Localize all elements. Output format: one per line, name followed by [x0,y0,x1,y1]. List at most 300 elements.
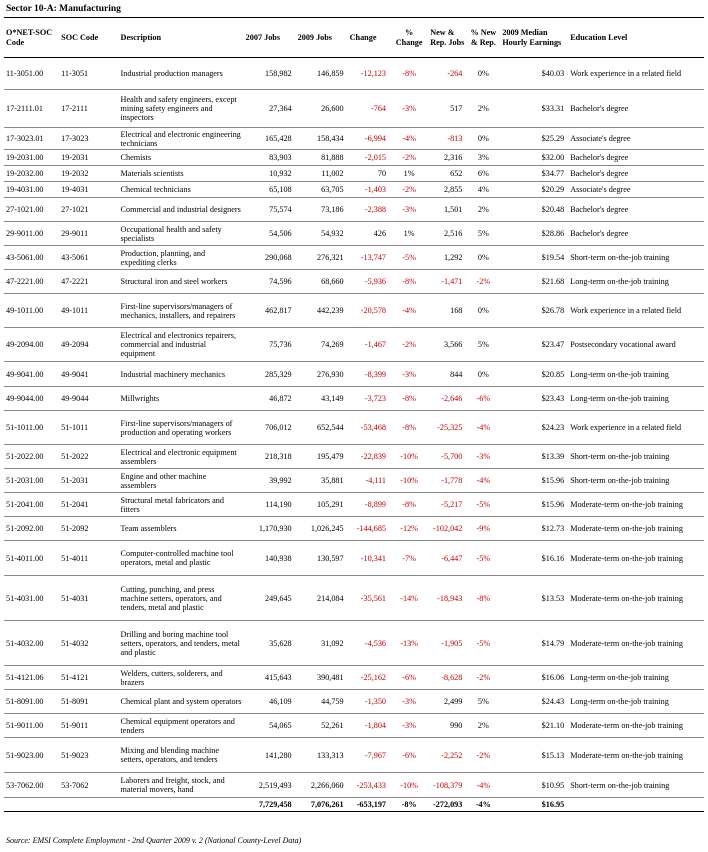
cell-2007-jobs: 54,065 [269,721,292,730]
cell-pct-new-rep: -5% [476,638,491,648]
cell-soc-code: 51-4121 [61,673,89,682]
cell-median-earnings: $15.96 [541,476,565,485]
cell-education-level: Work experience in a related field [570,306,682,315]
cell-pct-new-rep: 2% [477,104,489,113]
cell-change: -20,578 [360,306,387,315]
cell-onet-code: 51-4032.00 [6,638,44,648]
cell-pct-change: 1% [403,169,415,178]
table-row [4,576,704,621]
cell-new-rep-jobs: -25,325 [437,423,463,432]
header-2009-jobs: 2009 Jobs [297,32,332,42]
cell-median-earnings: $32.00 [541,153,565,162]
cell-education-level: Work experience in a related field [570,423,682,432]
cell-new-rep-jobs: -813 [447,134,463,143]
cell-pct-change: 1% [403,229,415,238]
cell-pct-change: -8% [402,394,416,403]
cell-soc-code: 51-4032 [61,638,89,648]
cell-education-level: Bachelor's degree [570,229,629,238]
cell-median-earnings: $15.13 [541,750,565,760]
cell-description: Team assemblers [120,524,177,533]
cell-2009-jobs: 81,888 [321,153,344,162]
cell-change: -8,899 [364,500,387,509]
cell-2007-jobs: 140,938 [265,553,292,563]
cell-pct-change: -3% [402,697,416,706]
cell-change: -53,468 [360,423,387,432]
cell-soc-code: 17-2111 [61,104,88,113]
cell-education-level: Short-term on-the-job training [570,452,670,461]
cell-description: Electrical and electronics repairers, commercial and industrial equipment [120,331,236,358]
cell-2009-jobs: 35,881 [321,476,344,485]
cell-onet-code: 19-4031.00 [6,185,44,194]
cell-onet-code: 17-3023.01 [6,134,44,143]
cell-new-rep-jobs: -108,379 [433,780,463,790]
table-row [4,198,704,222]
cell-description: Structural iron and steel workers [120,277,228,286]
cell-description: Occupational health and safety specialists [120,224,222,243]
cell-onet-code: 29-9011.00 [6,229,44,238]
table-row [4,166,704,182]
cell-2007-jobs: 65,108 [269,185,292,194]
cell-pct-change: -5% [402,253,416,262]
cell-onet-code: 17-2111.01 [6,104,43,113]
cell-soc-code: 49-2094 [61,340,89,349]
cell-change: -1,350 [364,697,387,706]
table-row [4,445,704,469]
cell-2007-jobs: 2,519,493 [258,780,292,790]
cell-soc-code: 53-7062 [61,780,89,790]
cell-median-earnings: $24.23 [541,423,565,432]
cell-onet-code: 19-2031.00 [6,153,44,162]
cell-pct-change: -14% [400,593,418,603]
cell-new-rep-jobs: 844 [450,369,463,379]
cell-2009-jobs: 73,186 [321,205,344,214]
cell-change: -1,403 [364,185,387,194]
cell-new-rep-jobs: -2,252 [441,750,463,760]
cell-description: Millwrights [120,394,160,403]
cell-median-earnings: $15.96 [541,500,565,509]
cell-pct-new-rep: -5% [476,500,491,509]
cell-pct-new-rep: 0% [477,306,489,315]
cell-soc-code: 27-1021 [61,205,89,214]
cell-soc-code: 49-1011 [61,306,89,315]
cell-onet-code: 27-1021.00 [6,205,44,214]
cell-2007-jobs: 35,628 [269,638,292,648]
table-row [4,517,704,541]
cell-2007-jobs: 46,109 [269,697,292,706]
cell-description: Engine and other machine assemblers [120,471,207,490]
header-2007-jobs: 2007 Jobs [245,32,281,42]
cell-change: -8,399 [364,369,387,379]
total-chg: -653,197 [356,800,387,809]
cell-2009-jobs: 195,479 [317,452,344,461]
cell-median-earnings: $19.54 [541,253,565,262]
cell-median-earnings: $23.47 [541,340,565,349]
table-row [4,738,704,773]
total-j07: 7,729,458 [258,800,292,809]
cell-2009-jobs: 31,092 [321,638,344,648]
cell-education-level: Associate's degree [570,185,631,194]
cell-2007-jobs: 75,574 [269,205,292,214]
cell-change: -7,967 [364,750,387,760]
cell-new-rep-jobs: 2,499 [443,697,463,706]
header-onet: O*NET-SOC Code [6,28,53,47]
cell-pct-change: -6% [402,750,416,760]
cell-new-rep-jobs: -5,700 [441,452,463,461]
cell-2007-jobs: 706,012 [265,423,292,432]
cell-2009-jobs: 146,859 [317,69,344,78]
total-empty-cell [59,798,118,812]
cell-median-earnings: $20.85 [541,369,565,379]
cell-2007-jobs: 75,736 [269,340,292,349]
cell-change: -144,685 [356,524,387,533]
cell-pct-new-rep: -2% [476,750,491,760]
header-description: Description [120,32,162,42]
cell-onet-code: 49-9044.00 [6,394,44,403]
total-empty-cell [4,798,59,812]
cell-description: Mixing and blending machine setters, operators, and tenders [120,746,219,764]
cell-education-level: Long-term on-the-job training [570,673,669,682]
cell-median-earnings: $16.06 [541,673,565,682]
cell-soc-code: 51-2041 [61,500,89,509]
cell-2007-jobs: 158,982 [265,69,292,78]
table-row [4,128,704,150]
cell-onet-code: 51-2022.00 [6,452,44,461]
cell-2007-jobs: 39,992 [269,476,292,485]
cell-description: Industrial machinery mechanics [120,369,226,379]
table-row [4,90,704,128]
cell-change: -764 [371,104,387,113]
cell-onet-code: 19-2032.00 [6,169,44,178]
cell-description: Chemical equipment operators and tenders [120,716,235,735]
cell-onet-code: 51-4121.06 [6,673,44,682]
cell-pct-new-rep: 6% [477,169,489,178]
cell-new-rep-jobs: 990 [450,721,463,730]
cell-median-earnings: $12.73 [541,524,565,533]
cell-2009-jobs: 68,660 [321,277,344,286]
cell-2009-jobs: 74,269 [321,340,344,349]
table-row [4,222,704,246]
cell-education-level: Short-term on-the-job training [570,476,670,485]
cell-2007-jobs: 218,318 [265,452,292,461]
cell-onet-code: 47-2221.00 [6,277,44,286]
table-row [4,182,704,198]
cell-soc-code: 43-5061 [61,253,89,262]
cell-pct-change: -6% [402,673,416,682]
cell-pct-new-rep: -4% [476,476,491,485]
cell-2007-jobs: 74,596 [269,277,292,286]
cell-pct-change: -3% [402,205,416,214]
cell-2007-jobs: 249,645 [265,593,292,603]
cell-2007-jobs: 165,428 [265,134,292,143]
cell-description: Production, planning, and expediting clerks [120,248,206,267]
total-pnr: -4% [475,800,491,809]
cell-change: -4,111 [365,476,387,485]
cell-change: -13,747 [360,253,387,262]
cell-onet-code: 51-4031.00 [6,593,44,603]
total-empty-cell [119,798,244,812]
cell-soc-code: 29-9011 [61,229,89,238]
table-header [4,18,704,58]
cell-2007-jobs: 114,190 [265,500,292,509]
cell-median-earnings: $13.53 [541,593,565,603]
cell-pct-new-rep: 0% [477,369,489,379]
cell-education-level: Bachelor's degree [570,205,629,214]
totals-row [4,798,704,812]
cell-change: -253,433 [356,780,387,790]
cell-new-rep-jobs: -5,217 [441,500,463,509]
table-row [4,469,704,493]
cell-median-earnings: $10.95 [541,780,565,790]
cell-2007-jobs: 27,364 [269,104,292,113]
cell-2009-jobs: 43,149 [321,394,344,403]
cell-pct-change: -2% [402,153,416,162]
cell-new-rep-jobs: -8,628 [441,673,463,682]
cell-new-rep-jobs: -1,471 [441,277,463,286]
cell-2009-jobs: 54,932 [321,229,344,238]
cell-pct-change: -8% [402,500,416,509]
header-new-rep-jobs: New & Rep. Jobs [430,28,465,47]
total-empty-cell [568,798,704,812]
cell-change: 426 [373,229,387,238]
cell-description: Drilling and boring machine tool setters, operators, and tenders, metal and plastic [120,629,240,657]
cell-median-earnings: $20.48 [541,205,565,214]
cell-2009-jobs: 2,266,060 [310,780,344,790]
cell-new-rep-jobs: 652 [450,169,463,178]
cell-onet-code: 49-2094.00 [6,340,44,349]
cell-description: Health and safety engineers, except mining safety engineers and inspectors [120,95,237,122]
cell-pct-change: -10% [400,476,418,485]
cell-soc-code: 51-1011 [61,423,89,432]
cell-education-level: Short-term on-the-job training [570,253,670,262]
cell-new-rep-jobs: 1,292 [443,253,463,262]
cell-onet-code: 51-4011.00 [6,553,44,563]
cell-2007-jobs: 83,903 [269,153,292,162]
cell-2009-jobs: 158,434 [317,134,344,143]
cell-onet-code: 51-1011.00 [6,423,44,432]
cell-pct-new-rep: 0% [477,253,489,262]
cell-soc-code: 49-9044 [61,394,89,403]
sector-title: Sector 10-A: Manufacturing [6,4,121,14]
cell-onet-code: 51-2041.00 [6,500,44,509]
cell-description: Cutting, punching, and press machine setters, operators, and tenders, metal and plastic [120,584,222,612]
cell-2009-jobs: 63,705 [321,185,344,194]
table-row [4,666,704,690]
cell-pct-change: -3% [402,721,416,730]
table-row [4,411,704,445]
cell-education-level: Moderate-term on-the-job training [570,721,683,730]
cell-change: -2,015 [364,153,387,162]
cell-change: -1,804 [364,721,387,730]
cell-median-earnings: $23.43 [541,394,565,403]
cell-change: -25,162 [360,673,387,682]
cell-median-earnings: $40.03 [541,69,565,78]
header-soc: SOC Code [61,32,99,42]
cell-median-earnings: $28.86 [541,229,565,238]
cell-soc-code: 51-9023 [61,750,89,760]
cell-new-rep-jobs: 1,501 [443,205,463,214]
cell-description: Electrical and electronic equipment assemblers [120,447,237,466]
cell-2009-jobs: 442,239 [317,306,344,315]
cell-2009-jobs: 390,481 [317,673,344,682]
cell-pct-new-rep: -6% [476,394,491,403]
cell-2009-jobs: 130,597 [317,553,344,563]
cell-soc-code: 51-4031 [61,593,89,603]
cell-education-level: Bachelor's degree [570,104,629,113]
cell-soc-code: 51-4011 [61,553,89,563]
cell-pct-change: -12% [400,524,418,533]
table-row [4,621,704,666]
cell-new-rep-jobs: 168 [450,306,463,315]
cell-pct-new-rep: -2% [476,673,491,682]
cell-description: Electrical and electronic engineering technicians [120,129,241,148]
cell-median-earnings: $14.79 [541,638,565,648]
cell-soc-code: 19-2031 [61,153,89,162]
cell-2009-jobs: 26,600 [321,104,344,113]
cell-change: -2,388 [364,205,387,214]
cell-new-rep-jobs: 2,855 [443,185,463,194]
cell-education-level: Work experience in a related field [570,69,682,78]
cell-median-earnings: $24.43 [541,697,565,706]
cell-onet-code: 51-9023.00 [6,750,44,760]
cell-soc-code: 49-9041 [61,369,89,379]
cell-pct-change: -4% [402,134,416,143]
cell-onet-code: 51-2092.00 [6,524,44,533]
cell-median-earnings: $25.29 [541,134,565,143]
cell-2009-jobs: 276,930 [317,369,344,379]
cell-pct-change: -13% [400,638,418,648]
cell-soc-code: 17-3023 [61,134,89,143]
cell-new-rep-jobs: 3,566 [443,340,463,349]
cell-onet-code: 53-7062.00 [6,780,44,790]
cell-description: First-line supervisors/managers of mechanics, installers, and repairers [120,301,236,320]
cell-description: First-line supervisors/managers of production and operating workers [120,418,233,437]
cell-pct-change: -8% [402,69,416,78]
cell-soc-code: 19-4031 [61,185,89,194]
table-row [4,387,704,411]
cell-soc-code: 11-3051 [61,69,89,78]
cell-education-level: Short-term on-the-job training [570,780,670,790]
cell-pct-change: -10% [400,452,418,461]
table-row [4,690,704,714]
table-row [4,246,704,270]
cell-soc-code: 51-8091 [61,697,89,706]
cell-education-level: Moderate-term on-the-job training [570,750,683,760]
cell-onet-code: 43-5061.00 [6,253,44,262]
cell-education-level: Long-term on-the-job training [570,697,669,706]
cell-soc-code: 51-2022 [61,452,89,461]
cell-2007-jobs: 1,170,930 [258,524,292,533]
cell-description: Chemical technicians [120,185,191,194]
cell-pct-new-rep: 5% [477,697,489,706]
cell-pct-new-rep: 3% [477,153,489,162]
cell-median-earnings: $21.68 [541,277,565,286]
cell-pct-change: -4% [402,306,416,315]
cell-median-earnings: $33.31 [541,104,565,113]
cell-2007-jobs: 462,817 [265,306,292,315]
cell-pct-new-rep: -2% [476,277,491,286]
cell-education-level: Moderate-term on-the-job training [570,638,683,648]
table-row [4,773,704,798]
cell-education-level: Moderate-term on-the-job training [570,524,683,533]
cell-median-earnings: $21.10 [541,721,565,730]
header-median-earnings: 2009 Median Hourly Earnings [502,28,562,47]
cell-pct-change: -10% [400,780,418,790]
total-pct: -8% [401,800,417,809]
cell-soc-code: 51-9011 [61,721,89,730]
cell-education-level: Long-term on-the-job training [570,394,669,403]
cell-pct-new-rep: 4% [477,185,489,194]
cell-pct-new-rep: 2% [477,721,489,730]
cell-2009-jobs: 11,002 [321,169,344,178]
cell-new-rep-jobs: -102,042 [433,524,463,533]
cell-pct-new-rep: -8% [476,593,491,603]
cell-new-rep-jobs: -6,447 [441,553,463,563]
cell-change: -10,341 [360,553,387,563]
cell-new-rep-jobs: -1,905 [441,638,463,648]
cell-pct-new-rep: 5% [477,229,489,238]
cell-description: Commercial and industrial designers [120,205,241,214]
table-row [4,493,704,517]
table-row [4,714,704,738]
cell-2007-jobs: 415,643 [265,673,292,682]
cell-2007-jobs: 141,280 [265,750,292,760]
table-row [4,362,704,387]
cell-education-level: Moderate-term on-the-job training [570,500,683,509]
cell-description: Materials scientists [120,169,184,178]
cell-change: -3,723 [364,394,387,403]
cell-new-rep-jobs: -264 [447,69,463,78]
cell-onet-code: 51-9011.00 [6,721,44,730]
cell-2007-jobs: 285,329 [265,369,292,379]
cell-pct-change: -3% [402,369,416,379]
occupation-table [4,17,704,812]
cell-pct-new-rep: -5% [476,553,491,563]
cell-median-earnings: $20.29 [541,185,565,194]
cell-median-earnings: $13.39 [541,452,565,461]
cell-2007-jobs: 54,506 [269,229,292,238]
cell-description: Industrial production managers [120,69,223,78]
cell-median-earnings: $16.16 [541,553,565,563]
cell-median-earnings: $26.78 [541,306,565,315]
cell-change: -1,467 [364,340,387,349]
cell-onet-code: 49-1011.00 [6,306,44,315]
cell-soc-code: 51-2031 [61,476,89,485]
header-pct-new-rep: % New & Rep. [470,28,497,47]
cell-pct-new-rep: 2% [477,205,489,214]
cell-2009-jobs: 105,291 [317,500,344,509]
cell-pct-new-rep: -9% [476,524,491,533]
cell-2009-jobs: 52,261 [321,721,344,730]
table-row [4,270,704,294]
cell-pct-new-rep: 0% [477,69,489,78]
total-j09: 7,076,261 [310,800,344,809]
cell-change: -12,123 [360,69,387,78]
cell-onet-code: 51-2031.00 [6,476,44,485]
cell-education-level: Moderate-term on-the-job training [570,553,683,563]
cell-2009-jobs: 1,026,245 [310,524,344,533]
cell-education-level: Bachelor's degree [570,169,629,178]
cell-description: Laborers and freight, stock, and material movers, hand [120,776,225,794]
cell-change: -6,994 [364,134,387,143]
header-pct-change: % Change [395,28,423,47]
cell-new-rep-jobs: 517 [450,104,463,113]
cell-pct-change: -3% [402,104,416,113]
cell-2009-jobs: 652,544 [317,423,344,432]
cell-pct-new-rep: 0% [477,134,489,143]
cell-soc-code: 51-2092 [61,524,89,533]
table-row [4,294,704,328]
cell-pct-change: -2% [402,185,416,194]
